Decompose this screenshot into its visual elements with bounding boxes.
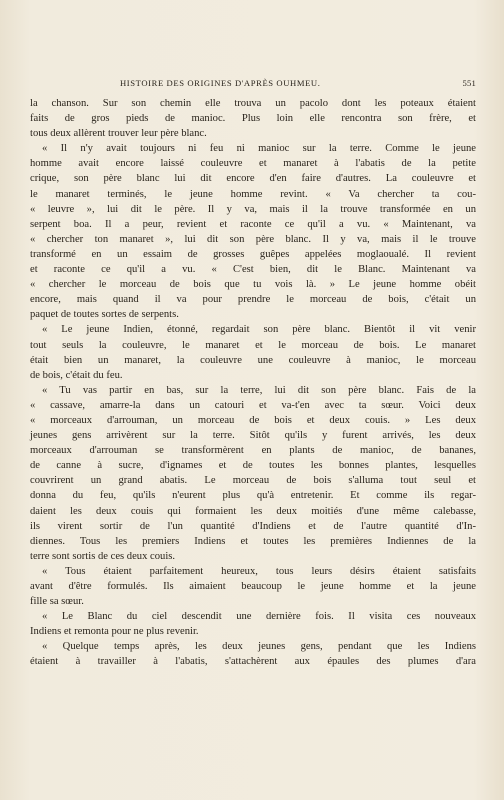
text-line: terre sont sortis de ces deux couis. [30,550,176,562]
paragraph [30,639,476,669]
text-line: de bois, c'était du feu. [30,369,123,381]
text-line: paquet de toutes sortes de serpents. [30,309,179,321]
text-line: tous deux allèrent trouver leur père blanc. [30,128,207,140]
text-line: transformé en un essaim de grosses guêpes appelées moglaoualé. Il revient [30,248,476,260]
text-line: Indiens et remonta pour ne plus revenir. [30,626,199,638]
text-line: le manaret terminés, le jeune homme revint. « Va chercher ta cou- [30,188,476,200]
text-line: serpent boa. Il a peur, revient et raconte ce qu'il a vu. « Maintenant, va [30,218,476,230]
paragraph [30,609,476,639]
text-line: faits de gros pieds de manioc. Plus loin elle rencontra son frère, et [30,113,476,125]
text-line: de canne à sucre, d'ignames et de toutes les bonnes plantes, lesquelles [30,460,476,472]
text-line: couvrirent un grand abatis. Le morceau de bois s'alluma tout seul et [30,475,476,487]
text-line: donna du feu, qu'ils n'eurent plus qu'à entretenir. Et comme ils regar- [30,490,476,502]
body-text [30,96,476,670]
text-line: « Le Blanc du ciel descendit une dernière fois. Il visita ces nouveaux [42,611,476,623]
text-line: diennes. Tous les premiers Indiens et toutes les premières Indiennes de la [30,535,476,547]
text-line: daient les deux couis qui formaient les deux moitiés d'une même calebasse, [30,505,476,517]
text-line: « Tous étaient parfaitement heureux, tous leurs désirs étaient satisfaits [42,565,476,577]
text-line: « Quelque temps après, les deux jeunes gens, pendant que les Indiens [42,641,476,653]
text-line: avant d'être formulés. Ils aimaient beaucoup le jeune homme et la jeune [30,581,476,592]
paragraph [30,96,476,141]
page-number: 551 [462,78,476,88]
paragraph [30,141,476,322]
text-line: « chercher ton manaret », lui dit son père blanc. Il y va, mais il le trouve [30,233,476,245]
text-line: étaient à travailler à l'abatis, s'attachèrent aux épaules des plumes d'ara [30,656,476,668]
text-line: « Il n'y avait toujours ni feu ni manioc sur la terre. Comme le jeune [42,143,476,155]
text-line: homme avait encore laissé couleuvre et manaret à l'abatis de la petite [30,158,476,170]
text-line: ils virent sortir de l'un quantité d'Indiens et de l'autre quantité d'In- [30,520,476,532]
text-line: « Tu vas partir en bas, sur la terre, lui dit son père blanc. Fais de la [42,384,476,396]
text-line: et raconte ce qu'il a vu. « C'est bien, dit le Blanc. Maintenant va [30,264,476,276]
text-line: « Le jeune Indien, étonné, regardait son père blanc. Bientôt il vit venir [42,324,476,336]
text-line: « cassave, amarre-la dans un catouri et va-t'en avec ta sœur. Voici deux [30,399,476,411]
text-line: était bien un manaret, la couleuvre une couleuvre à manioc, le morceau [30,354,476,366]
text-line: tout seuls la couleuvre, le manaret et le morceau de bois. Le manaret [30,339,476,351]
paragraph [30,383,476,564]
text-line: morceaux d'arrouman se transformèrent en plants de manioc, de bananes, [30,445,476,457]
text-line: crique, son père blanc lui dit encore d'en faire d'autres. La couleuvre et [30,173,476,185]
text-line: encore, mais quand il va pour prendre le morceau de bois, c'était un [30,294,476,306]
text-line: « chercher le morceau de bois que tu vois là. » Le jeune homme obéit [30,279,476,291]
text-line: jeunes gens arrivèrent sur la terre. Sitôt qu'ils y furent arrivés, les deux [30,430,476,442]
running-title: HISTOIRE DES ORIGINES D'APRÈS OUHMEU. [120,78,321,88]
running-header [30,78,476,92]
paragraph [30,564,476,609]
text-line: « morceaux d'arrouman, un morceau de bois et deux couis. » Les deux [30,414,476,426]
paragraph [30,322,476,382]
text-line: fille sa sœur. [30,596,84,608]
text-line: la chanson. Sur son chemin elle trouva un pacolo dont les poteaux étaient [30,98,476,109]
text-line: « leuvre », lui dit le père. Il y va, mais il la trouve transformée en un [30,203,476,215]
